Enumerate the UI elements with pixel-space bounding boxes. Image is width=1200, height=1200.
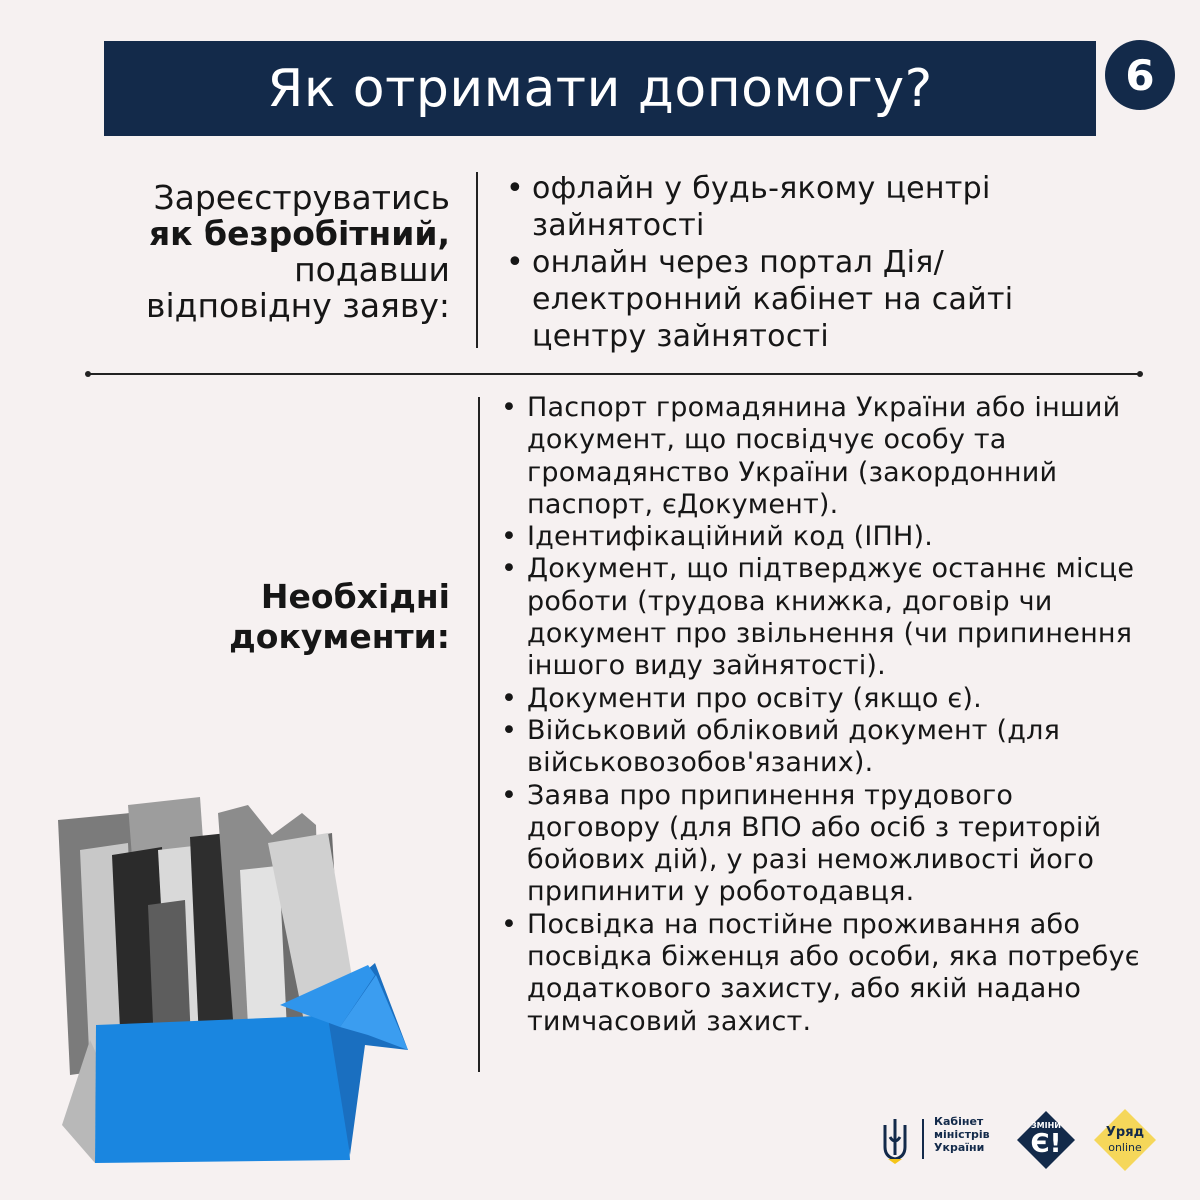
uryad-line1: Уряд xyxy=(1105,1125,1145,1140)
footer-separator xyxy=(922,1119,924,1159)
cabinet-logo-text xyxy=(934,1115,1024,1154)
list-item: • онлайн через портал Дія/ електронний кабінет на сайті центру зайнятості xyxy=(502,244,1102,355)
register-label-line3: подавши xyxy=(294,250,450,289)
list-item: • Посвідка на постійне проживання або посвідка біженця або особи, яка потребує додаткового захисту, або якій надано тимчасовий захист. xyxy=(497,909,1147,1038)
list-item: • Паспорт громадянина України або інший документ, що посвідчує особу та громадянство України (закордонний паспорт, єДокумент). xyxy=(497,392,1147,521)
uryad-online-logo xyxy=(1092,1107,1158,1173)
list-item: • Ідентифікаційний код (ІПН). xyxy=(497,521,1147,553)
trident-icon xyxy=(878,1115,912,1165)
documents-label-line1: Необхідні xyxy=(260,577,450,616)
documents-label-line2: документи: xyxy=(229,617,450,656)
list-item: • Військовий обліковий документ (для військовозобов'язаних). xyxy=(497,715,1147,780)
cabinet-line1: Кабінет xyxy=(934,1115,984,1128)
zminy-top-text: ЗМІНИ xyxy=(1030,1121,1061,1130)
document-box-illustration xyxy=(50,795,420,1175)
list-item: • Заява про припинення трудового договору (для ВПО або осіб з територій бойових дій), у разі неможливості його припинити у роботодавця. xyxy=(497,780,1147,909)
footer-logos xyxy=(870,1105,1170,1175)
vertical-divider-bottom xyxy=(478,397,480,1072)
register-options-list xyxy=(502,170,1102,355)
vertical-divider-top xyxy=(476,172,478,348)
register-label xyxy=(50,180,450,324)
register-label-bold: як безробітний, xyxy=(148,214,450,253)
cabinet-line2: міністрів xyxy=(934,1128,990,1141)
register-label-line4: відповідну заяву: xyxy=(146,286,450,325)
uryad-line2: online xyxy=(1108,1141,1142,1154)
uryad-badge-icon xyxy=(1092,1107,1158,1173)
register-label-line1: Зареєструватись xyxy=(153,178,450,217)
documents-list xyxy=(497,392,1147,1038)
list-item: • Документ, що підтверджує останнє місце роботи (трудова книжка, договір чи документ про звільнення (чи припинення іншого виду зайнятості). xyxy=(497,553,1147,682)
zminy-main-text: Є! xyxy=(1030,1129,1062,1159)
documents-label xyxy=(50,577,450,657)
title-banner xyxy=(104,41,1096,136)
list-item: • офлайн у будь-якому центрі зайнятості xyxy=(502,170,1102,244)
zminy-logo xyxy=(1015,1109,1077,1171)
cabinet-line3: України xyxy=(934,1141,985,1154)
page-title: Як отримати допомогу? xyxy=(267,58,933,119)
horizontal-divider xyxy=(88,373,1140,375)
page-number-badge: 6 xyxy=(1105,40,1175,110)
list-item: • Документи про освіту (якщо є). xyxy=(497,683,1147,715)
